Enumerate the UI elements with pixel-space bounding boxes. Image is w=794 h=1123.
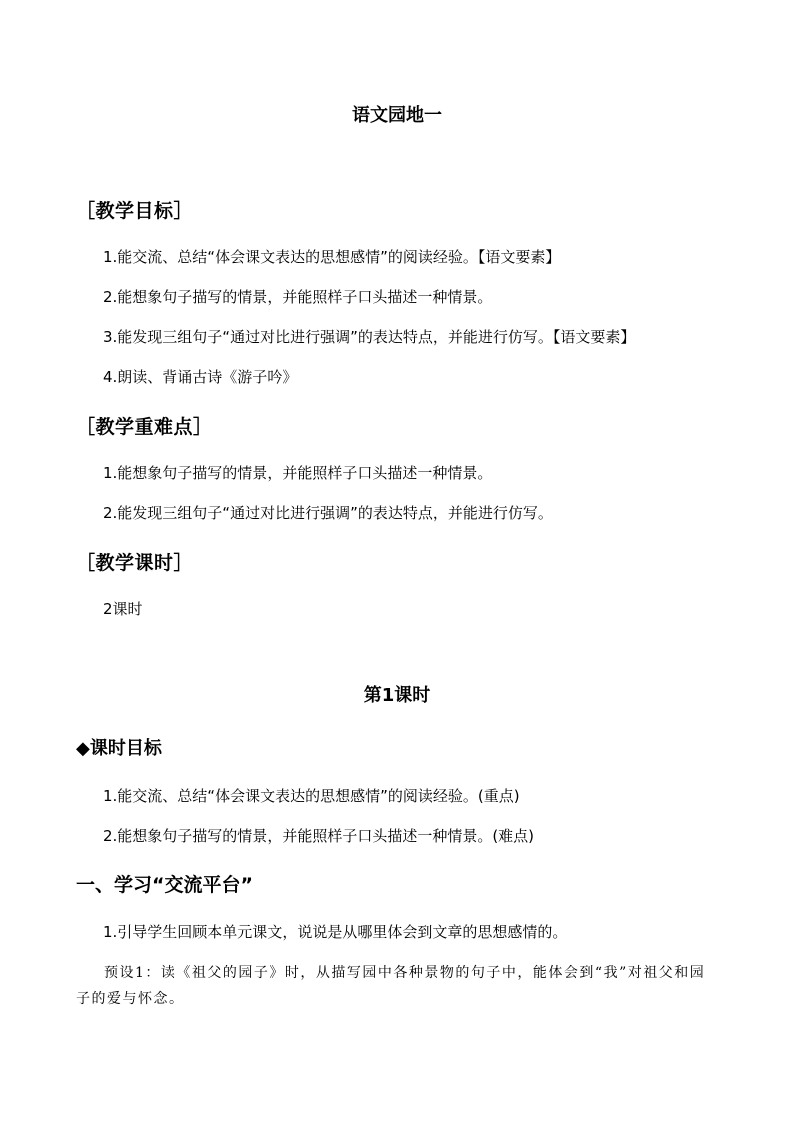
- part1-item: 1.引导学生回顾本单元课文，说说是从哪里体会到文章的思想感情的。: [103, 923, 568, 941]
- periods-heading: ［教学课时］: [76, 552, 194, 574]
- lesson-goal-item: 1.能交流、总结“体会课文表达的思想感情”的阅读经验。(重点): [103, 787, 520, 805]
- lesson-title: 第1课时: [363, 685, 431, 706]
- key-points-heading: ［教学重难点］: [76, 416, 213, 438]
- objective-item: 4.朗读、背诵古诗《游子吟》: [103, 368, 298, 386]
- key-point-item: 2.能发现三组句子“通过对比进行强调”的表达特点，并能进行仿写。: [103, 504, 553, 522]
- objective-item: 1.能交流、总结“体会课文表达的思想感情”的阅读经验。【语文要素】: [103, 248, 561, 266]
- objective-item: 2.能想象句子描写的情景，并能照样子口头描述一种情景。: [103, 288, 493, 306]
- lesson-goals-heading: ◆课时目标: [76, 738, 162, 759]
- periods-value: 2课时: [103, 600, 143, 618]
- part1-heading: 一、学习“交流平台”: [76, 874, 253, 896]
- objective-item: 3.能发现三组句子“通过对比进行强调”的表达特点，并能进行仿写。【语文要素】: [103, 328, 636, 346]
- key-point-item: 1.能想象句子描写的情景，并能照样子口头描述一种情景。: [103, 464, 493, 482]
- objectives-heading: ［教学目标］: [76, 200, 194, 222]
- page-title: 语文园地一: [352, 105, 442, 126]
- preset-paragraph: 预设1：读《祖父的园子》时，从描写园中各种景物的句子中，能体会到“我”对祖父和园子的爱与怀念。: [76, 965, 706, 1007]
- lesson-goal-item: 2.能想象句子描写的情景，并能照样子口头描述一种情景。(难点): [103, 827, 535, 845]
